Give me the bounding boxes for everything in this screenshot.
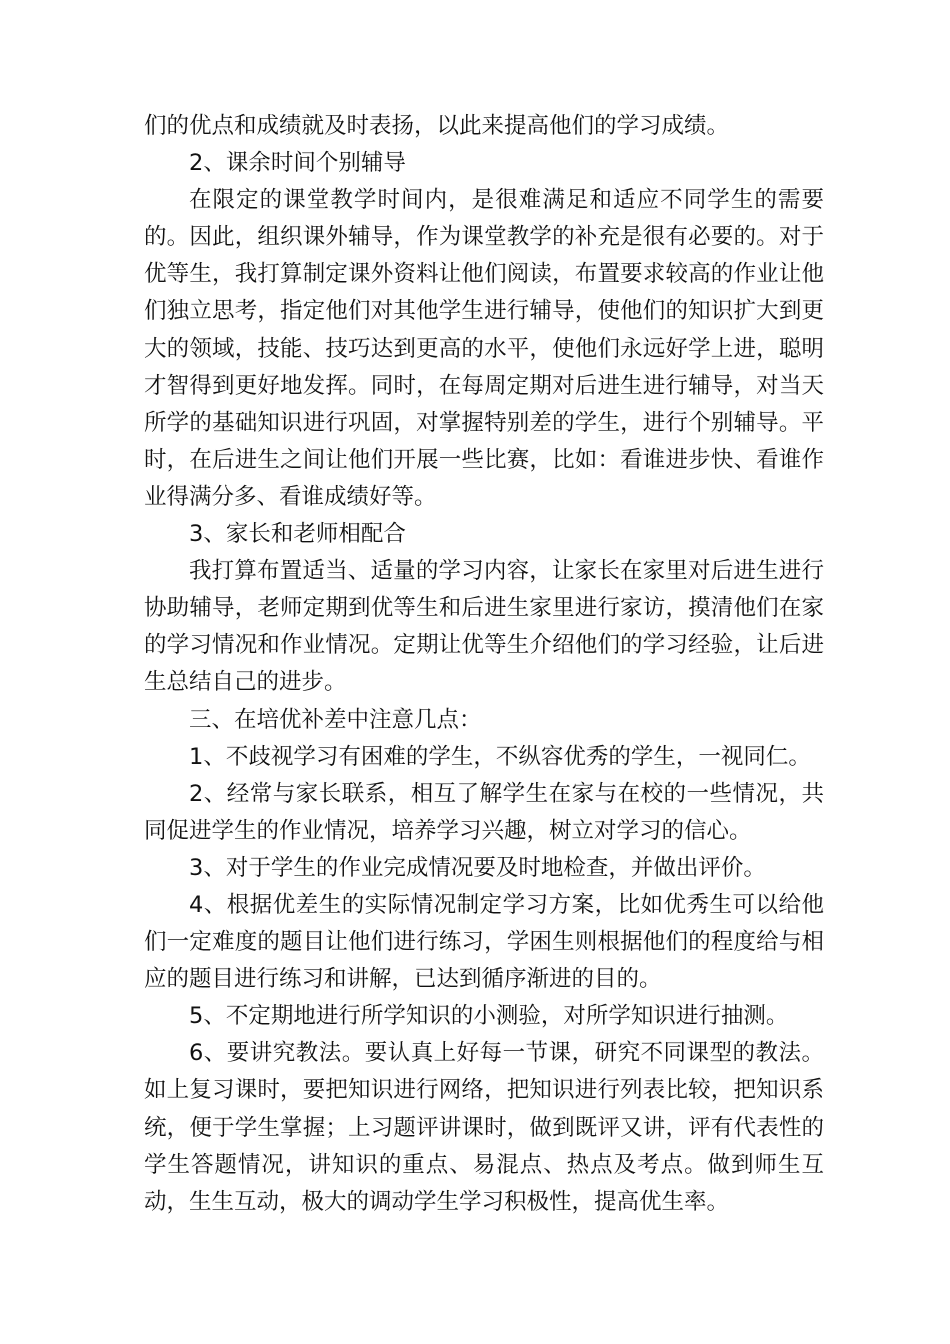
list-item-3: 3、对于学生的作业完成情况要及时地检查，并做出评价。 xyxy=(189,854,766,881)
list-item-2: 2、经常与家长联系，相互了解学生在家与在校的一些情况，共同促进学生的作业情况，培养学习兴趣，树立对学习的信心。 xyxy=(144,780,824,844)
list-item-5: 5、不定期地进行所学知识的小测验，对所学知识进行抽测。 xyxy=(189,1003,789,1030)
paragraph-parent-teacher-cooperation: 我打算布置适当、适量的学习内容，让家长在家里对后进生进行协助辅导，老师定期到优等生和后进生家里进行家访，摸清他们在家的学习情况和作业情况。定期让优等生介绍他们的学习经验，让后进生总结自己的进步。 xyxy=(144,558,824,696)
list-item-4: 4、根据优差生的实际情况制定学习方案，比如优秀生可以给他们一定难度的题目让他们进行练习，学困生则根据他们的程度给与相应的题目进行练习和讲解，已达到循序渐进的目的。 xyxy=(144,891,824,993)
list-item-1: 1、不歧视学习有困难的学生，不纵容优秀的学生，一视同仁。 xyxy=(189,743,811,770)
paragraph-after-class-tutoring: 在限定的课堂教学时间内，是很难满足和适应不同学生的需要的。因此，组织课外辅导，作为课堂教学的补充是很有必要的。对于优等生，我打算制定课外资料让他们阅读，布置要求较高的作业让他们独立思考，指定他们对其他学生进行辅导，使他们的知识扩大到更大的领域，技能、技巧达到更高的水平，使他们永远好学上进，聪明才智得到更好地发挥。同时，在每周定期对后进生进行辅导，对当天所学的基础知识进行巩固，对掌握特别差的学生，进行个别辅导。平时，在后进生之间让他们开展一些比赛，比如：看谁进步快、看谁作业得满分多、看谁成绩好等。 xyxy=(144,187,824,510)
heading-points-of-attention: 三、在培优补差中注意几点： xyxy=(189,706,482,733)
list-item-6: 6、要讲究教法。要认真上好每一节课，研究不同课型的教法。如上复习课时，要把知识进行网络，把知识进行列表比较，把知识系统，便于学生掌握；上习题评讲课时，做到既评又讲，评有代表性的学生答题情况，讲知识的重点、易混点、热点及考点。做到师生互动，生生互动，极大的调动学生学习积极性，提高优生率。 xyxy=(144,1040,824,1215)
heading-parent-teacher-cooperation: 3、家长和老师相配合 xyxy=(189,521,406,548)
paragraph-continuation: 们的优点和成绩就及时表扬，以此来提高他们的学习成绩。 xyxy=(144,113,730,139)
heading-after-class-tutoring: 2、课余时间个别辅导 xyxy=(189,150,406,177)
body-text xyxy=(144,108,824,1221)
